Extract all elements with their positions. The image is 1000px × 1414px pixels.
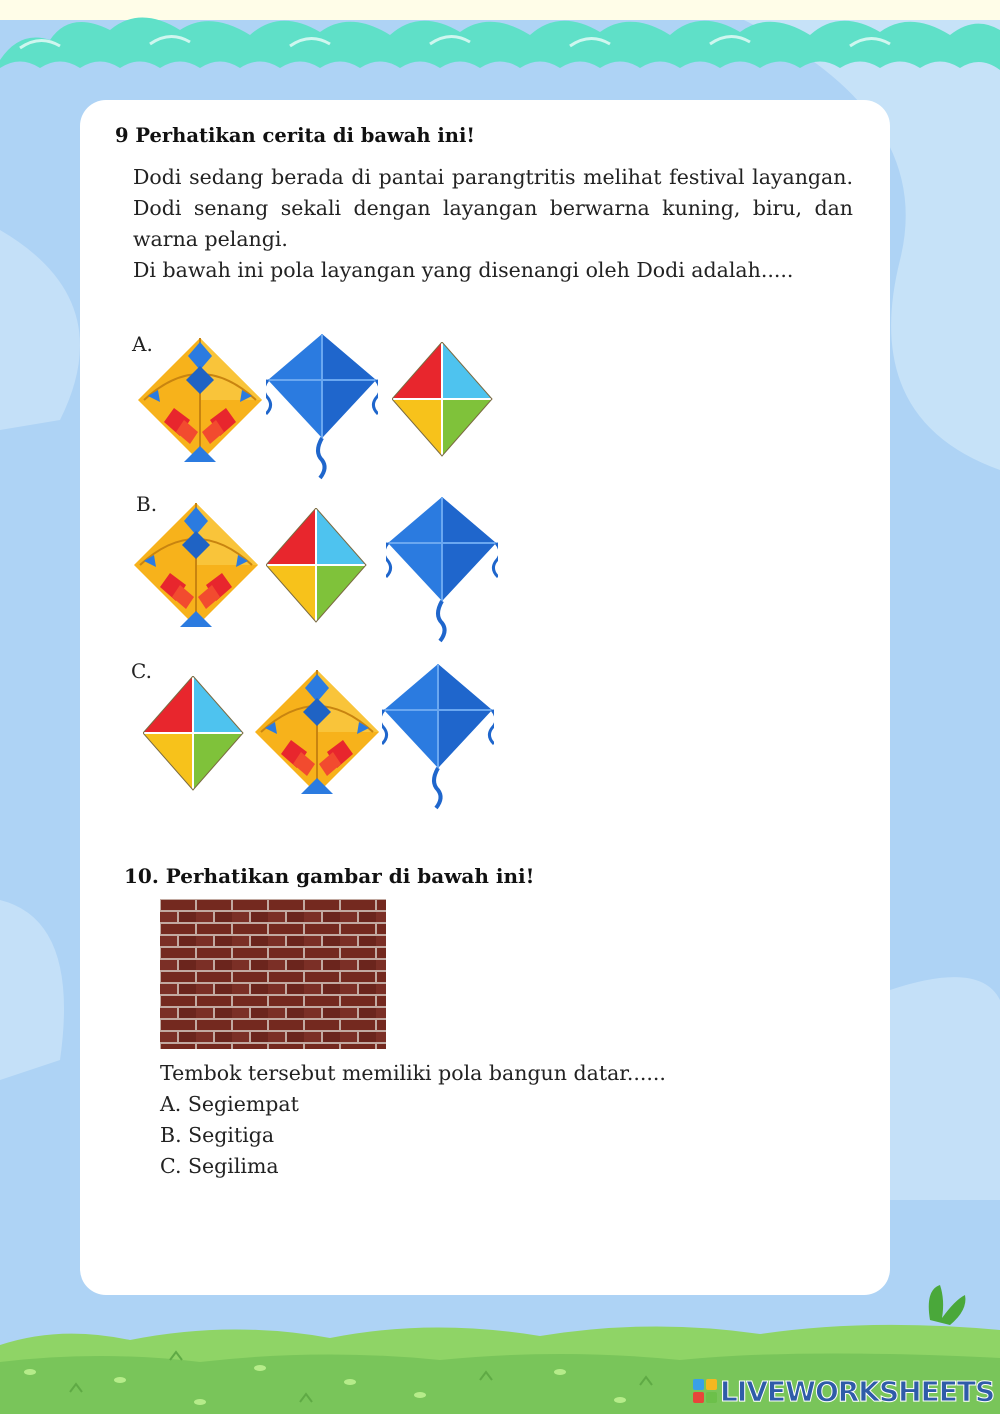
- option-b-kite-3-blue-kite: [386, 497, 498, 643]
- question-10-body: [160, 1058, 666, 1182]
- story-paragraph: Dodi sedang berada di pantai parangtritis melihat festival layangan. Dodi senang sekali dengan layangan berwarna kuning, biru, dan warna pelangi.: [133, 165, 853, 251]
- question-10-prompt: Tembok tersebut memiliki pola bangun datar......: [160, 1061, 666, 1085]
- option-a-label: A.: [132, 332, 153, 356]
- answer-option-b[interactable]: B. Segitiga: [160, 1123, 275, 1147]
- question-10-title: 10. Perhatikan gambar di bawah ini!: [124, 864, 535, 888]
- logo-grid-icon: [692, 1378, 718, 1404]
- option-c-label: C.: [131, 659, 152, 683]
- logo-text: LIVEWORKSHEETS: [720, 1374, 995, 1408]
- option-c-kite-3-blue-kite: [382, 664, 494, 810]
- option-c-kite-2-yellow-kite: [255, 670, 381, 798]
- question-9-title: 9 Perhatikan cerita di bawah ini!: [115, 124, 475, 147]
- brick-wall-image: [160, 899, 386, 1049]
- liveworksheets-logo: [692, 1374, 994, 1408]
- answer-option-c[interactable]: C. Segilima: [160, 1154, 279, 1178]
- option-b-kite-1-yellow-kite: [134, 503, 260, 631]
- option-a-kite-2-blue-kite: [266, 334, 378, 480]
- story-question: Di bawah ini pola layangan yang disenangi oleh Dodi adalah.....: [133, 258, 794, 282]
- question-9-story: [133, 162, 853, 286]
- option-a-kite-1-yellow-kite: [138, 338, 264, 466]
- option-a-kite-3-rainbow-kite: [392, 342, 494, 458]
- option-b-label: B.: [136, 492, 158, 516]
- option-c-kite-1-rainbow-kite: [143, 676, 245, 792]
- option-b-kite-2-rainbow-kite: [266, 508, 368, 624]
- answer-option-a[interactable]: A. Segiempat: [160, 1092, 299, 1116]
